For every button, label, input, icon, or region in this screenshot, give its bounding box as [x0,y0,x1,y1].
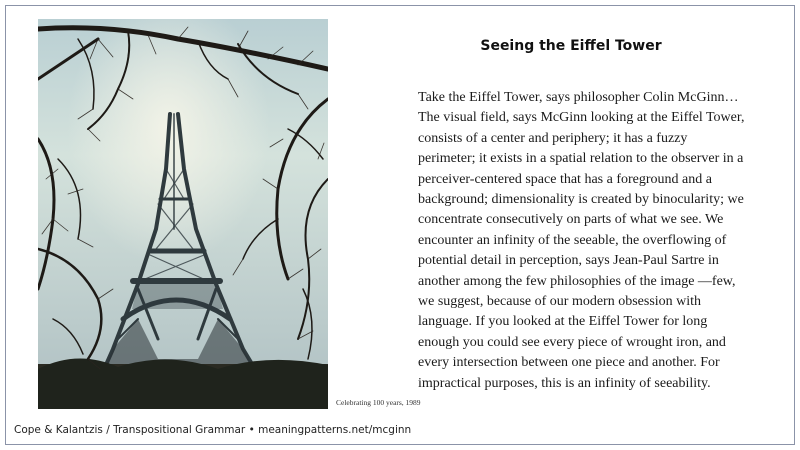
photo-caption: Celebrating 100 years, 1989 [336,398,421,407]
slide [5,5,795,445]
body-paragraph: Take the Eiffel Tower, says philosopher Colin McGinn… The visual field, says McGinn looking at the Eiffel Tower, consists of a center and periphery; it has a fuzzy perimeter; it exists in a spatial relation to the observer in a perceiver-centered space that has a foreground and a background; dimensionality is created by binocularity; we concentrate consecutively on parts of what we see. We encounter an infinity of the seeable, the overflowing of potential detail in perception, says Jean-Paul Sartre in another among the few philosophies of the image —few, we suggest, because of our modern obsession with language. If you looked at the Eiffel Tower for long enough you could see every piece of wrought iron, and every intersection between one piece and another. For impractical purposes, this is an infinity of seeability. [418,90,745,391]
footer-credit: Cope & Kalantzis / Transpositional Grammar • meaningpatterns.net/mcginn [14,424,412,436]
slide-title: Seeing the Eiffel Tower [480,38,662,54]
eiffel-tower-photo [38,19,328,409]
